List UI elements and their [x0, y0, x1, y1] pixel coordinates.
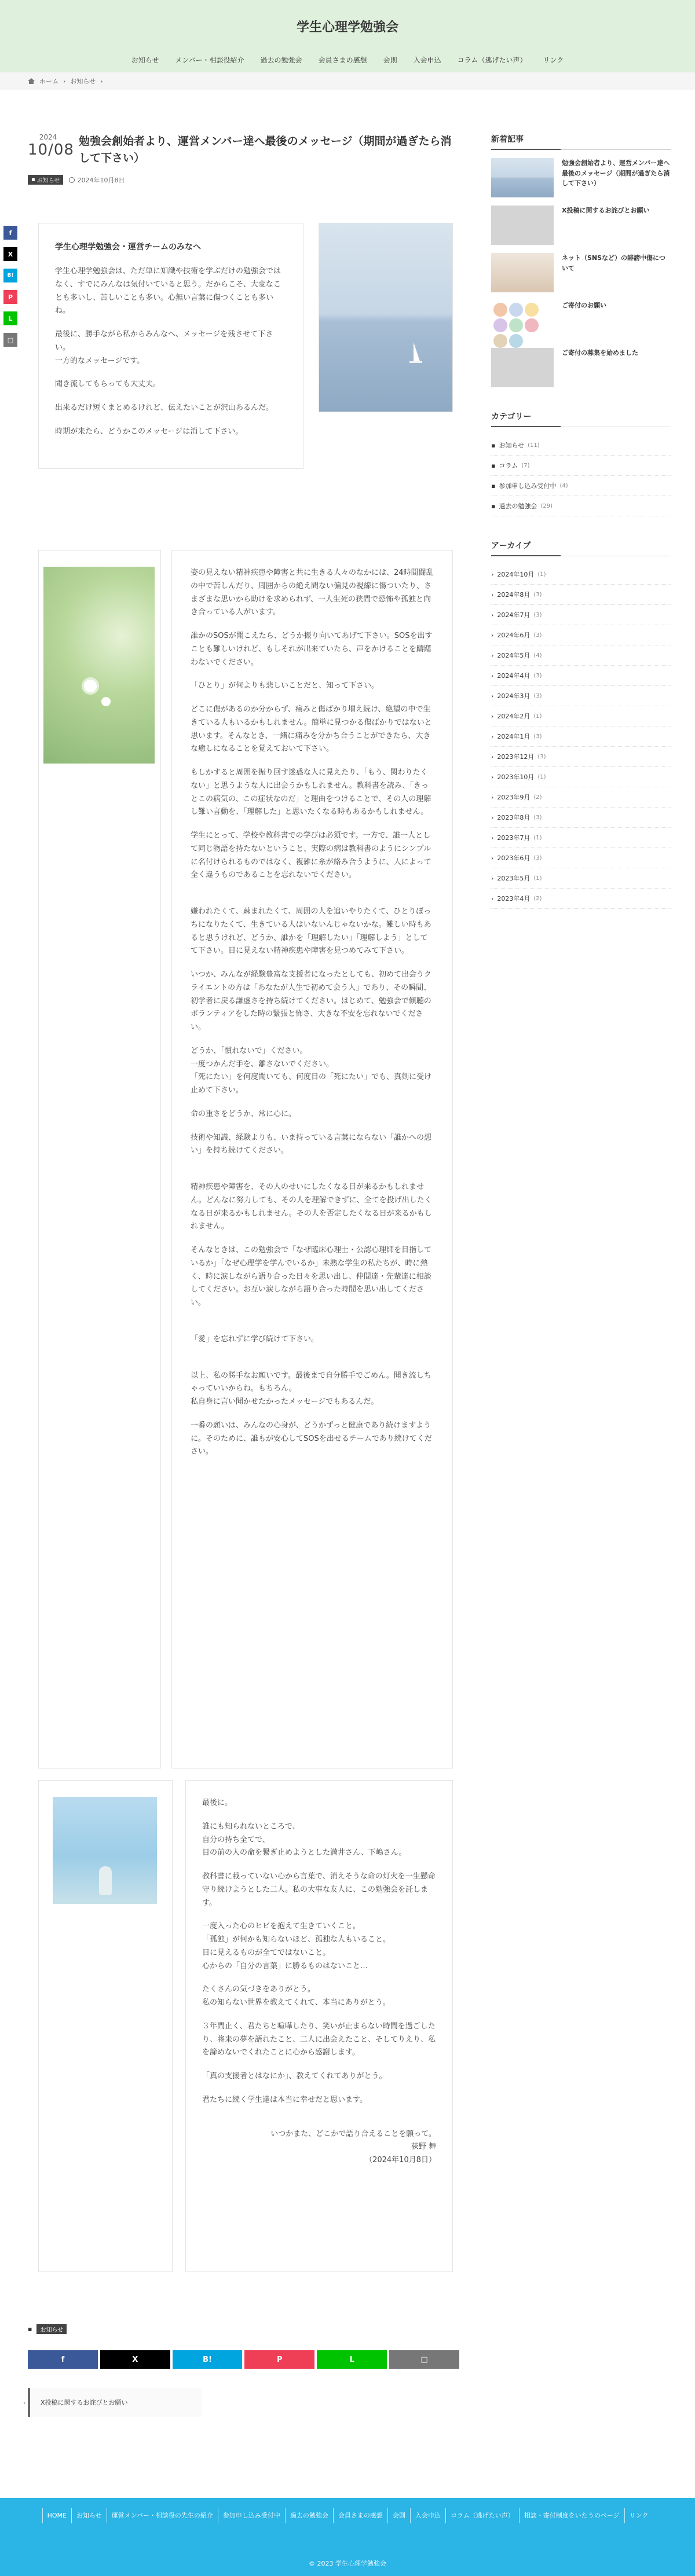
chevron-left-icon: ‹ [23, 2398, 26, 2406]
gnav-item-members[interactable]: メンバー・相談役紹介 [175, 56, 244, 64]
chevron-right-icon: › [491, 854, 494, 862]
chevron-right-icon: › [491, 813, 494, 821]
post-date: 2024年10月8日 [77, 176, 125, 184]
message-paragraph: 以上、私の勝手なお願いです。最後まで自分勝手でごめん。聞き流しちゃっていいからね。もちろん。 私自身に言い聞かせたかったメッセージでもあるんだ。 [191, 1371, 431, 1406]
news-title: ご寄付の募集を始めました [562, 349, 638, 357]
side-share-bar [3, 226, 17, 354]
archive-count: (3) [537, 753, 546, 760]
archive-label: 2023年5月 [497, 875, 531, 882]
category-label: 過去の勉強会 [499, 502, 537, 510]
category-label: お知らせ [499, 442, 525, 449]
archive-count: (2) [533, 794, 542, 801]
category-badge[interactable] [28, 175, 63, 185]
copyright: © 2023 学生心理学勉強会 [309, 2560, 386, 2567]
flower-image [43, 567, 155, 764]
sidebar-heading-category: カテゴリー [491, 410, 671, 427]
message-paragraph: 誰にも知られないところで、 自分の持ち全てで、 目の前の人の命を繋ぎ止めようとした満井さん、下嶋さん。 [202, 1822, 407, 1858]
category-item[interactable] [491, 496, 671, 516]
archive-count: (1) [533, 834, 542, 841]
footer-nav-item[interactable]: HOME [42, 2508, 71, 2523]
archive-count: (4) [533, 652, 542, 659]
archive-label: 2023年10月 [497, 773, 535, 781]
chevron-right-icon: › [491, 570, 494, 578]
chevron-right-icon: › [491, 712, 494, 720]
line-share-button[interactable]: L [3, 311, 17, 325]
daisy-icon [84, 680, 97, 692]
news-item[interactable] [491, 206, 671, 245]
signature-date: （2024年10月8日） [365, 2156, 436, 2164]
archive-label: 2023年8月 [497, 814, 531, 821]
avatar [493, 334, 507, 348]
news-item[interactable] [491, 253, 671, 292]
breadcrumb [0, 72, 695, 90]
gnav-item-past[interactable]: 過去の勉強会 [260, 56, 302, 64]
message-card-3 [185, 1780, 453, 2272]
message-paragraph: ３年間止く、君たちと喧嘩したり、笑いが止まらない時間を過ごしたり、将来の夢を語れたこと、二人に出会えたこと、そしてりえり、私を諦めないでくれたことに心から感謝します。 [202, 2021, 436, 2057]
gnav-item-voices[interactable]: 会員さまの感想 [318, 56, 367, 64]
sidebar-heading-news: 新着記事 [491, 133, 671, 150]
signature-line: いつかまた、どこかで語り合えることを願って。 [270, 2129, 436, 2138]
breadcrumb-home[interactable]: ホーム [39, 78, 58, 85]
sidebar-heading-archive: アーカイブ [491, 540, 671, 556]
archive-item[interactable] [491, 666, 671, 686]
footer-nav-item[interactable]: 運営メンバー・相談役の先生の紹介 [107, 2508, 218, 2523]
archive-label: 2024年5月 [497, 652, 531, 659]
message-paragraph: 技術や知識、経験よりも、いま持っている言葉にならない「誰かへの想い」を持ち続けてください。 [191, 1133, 432, 1155]
archive-label: 2024年4月 [497, 672, 531, 680]
avatar [509, 334, 523, 348]
archive-label: 2024年2月 [497, 713, 531, 720]
message-paragraph: 最後に。 [202, 1799, 233, 1807]
news-thumbnail [491, 348, 554, 387]
facebook-share-button[interactable]: f [28, 2350, 98, 2369]
x-share-button[interactable]: X [3, 247, 17, 261]
chevron-right-icon: › [491, 590, 494, 599]
footer-nav-item[interactable]: 会員さまの感想 [333, 2508, 387, 2523]
message-card-2 [171, 550, 453, 1768]
archive-item[interactable] [491, 868, 671, 889]
archive-item[interactable] [491, 625, 671, 645]
chevron-right-icon: › [491, 732, 494, 740]
chevron-right-icon: › [63, 77, 66, 85]
post-year: 2024 [39, 133, 57, 141]
archive-count: (3) [533, 692, 542, 699]
archive-count: (3) [533, 733, 542, 740]
archive-count: (3) [533, 591, 542, 598]
archive-count: (3) [533, 611, 542, 618]
avatar [509, 303, 523, 317]
gnav-item-column[interactable]: コラム（逃げたい声） [457, 56, 527, 64]
message-paragraph: 嫌われたくて、疎まれたくて、周囲の人を追いやりたくて、ひとりぼっちになりたくて、生きている人はいないんじゃないかな。難しい時もあると思うけれど、どうか、誰かを「理解したい」「理解しよう」としてて下さい。目に見えない精神疾患や障害を見つめてみて下さい。 [191, 907, 431, 956]
archive-item[interactable] [491, 706, 671, 726]
message-card-1 [38, 223, 303, 469]
archive-count: (3) [533, 672, 542, 679]
message-paragraph: いつか、みんなが経験豊富な支援者になったとしても、初めて出会うクライエントの方は「あなたが人生で初めて会う人」であり、その瞬間、初学者に戻る謙虚さを持ち続けてください。はじめて、勉強会で傾聴のボランティアをした時の緊張と怖さ、大きな不安を忘れないでください。 [191, 970, 432, 1032]
footer-nav-item[interactable]: 過去の勉強会 [285, 2508, 333, 2523]
pocket-share-button[interactable]: P [3, 290, 17, 304]
archive-label: 2024年7月 [497, 611, 531, 619]
person-silhouette-icon [99, 1866, 112, 1895]
facebook-share-button[interactable]: f [3, 226, 17, 240]
avatar [493, 303, 507, 317]
message-paragraph: たくさんの気づきをありがとう。 私の知らない世界を教えてくれて、本当にありがとう。 [202, 1985, 390, 2007]
chevron-right-icon: › [491, 671, 494, 680]
gnav-item-links[interactable]: リンク [543, 56, 564, 64]
news-item[interactable] [491, 158, 671, 197]
avatar [525, 318, 539, 332]
archive-item[interactable] [491, 889, 671, 909]
line-share-button[interactable]: L [317, 2350, 387, 2369]
message-paragraph: 姿の見えない精神疾患や障害と共に生きる人々のなかには、24時間闘乱の中で苦しんだり、周囲からの絶え間ない偏見の視線に傷ついたり、さまざまな思いから助けを求められず、一人生死の狭間で恐怖や孤独と向き合っている人がいます。 [191, 568, 434, 617]
gnav-item-news[interactable]: お知らせ [131, 56, 159, 64]
archive-count: (1) [533, 713, 542, 720]
category-item[interactable] [491, 476, 671, 496]
chevron-right-icon: › [491, 894, 494, 902]
sailboat-icon [319, 223, 453, 412]
category-item[interactable] [491, 435, 671, 456]
global-nav [0, 52, 695, 68]
news-thumbnail [491, 206, 554, 245]
archive-count: (1) [537, 571, 546, 578]
post-footer-category [28, 2324, 67, 2334]
category-count: (4) [559, 482, 568, 489]
sidebar [491, 133, 671, 909]
site-header [0, 0, 695, 72]
chevron-right-icon: › [491, 753, 494, 761]
bottom-share-bar [28, 2350, 459, 2369]
folder-icon: ▪ [491, 482, 496, 490]
archive-label: 2024年1月 [497, 733, 531, 740]
avatar [525, 303, 539, 317]
copy-link-button[interactable]: □ [3, 333, 17, 347]
category-badge-label: お知らせ [36, 178, 60, 184]
folder-icon: ▪ [491, 441, 496, 449]
footer-nav-item[interactable]: 相談・寄付制度をいたうのページ [519, 2508, 624, 2523]
news-thumbnail [491, 158, 554, 197]
message-paragraph: 「真の支援者とはなにか」、教えてくれてありがとう。 [202, 2072, 387, 2080]
news-thumbnail [491, 300, 554, 340]
archive-item[interactable] [491, 808, 671, 828]
footer-nav-item[interactable]: 入会申込 [410, 2508, 445, 2523]
archive-label: 2023年7月 [497, 834, 531, 842]
chevron-right-icon: › [491, 874, 494, 882]
category-badge[interactable]: お知らせ [36, 2324, 67, 2334]
folder-icon: ▪ [491, 502, 496, 510]
message-paragraph: 精神疾患や障害を、その人のせいにしたくなる日が来るかもしれません。どんなに努力しても、その人を理解できずに、全てを投げ出したくなる日が来るかもしれません。その人を否定したくなる日が来るかもしれません。 [191, 1183, 432, 1231]
message-paragraph: もしかすると周囲を振り回す迷惑な人に見えたり、「もう、関わりたくない」と思うような人に出会うかもしれません。教科書を読み、「きっとこの病気の、この症状なのだ」と理由をつけることで、その人の理解し難い言動を、「理解した」と思いたくなる時もあるかもしれません。 [191, 768, 431, 817]
archive-count: (3) [533, 814, 542, 821]
chevron-right-icon: › [491, 651, 494, 659]
message-paragraph: 命の重さをどうか、常に心に。 [191, 1109, 297, 1118]
message-paragraph: 最後に、勝手ながら私からみんなへ、メッセージを残させて下さい。 一方的なメッセージです。 [55, 330, 273, 365]
archive-label: 2024年8月 [497, 591, 531, 599]
news-item[interactable] [491, 348, 671, 387]
message-paragraph: 出来るだけ短くまとめるけれど、伝えたいことが沢山あるんだ。 [55, 403, 274, 412]
archive-item[interactable] [491, 747, 671, 767]
category-count: (29) [540, 502, 553, 509]
archive-item[interactable] [491, 767, 671, 787]
archive-item[interactable] [491, 686, 671, 706]
prev-post-link[interactable] [23, 2388, 202, 2417]
category-count: (7) [521, 462, 530, 469]
message-paragraph: 学生にとって、学校や教科書での学びは必須です。一方で、誰一人として同じ物語を持たないということ、実際の病は教科書のようにシンプルに名付けられるものではなく、複雑に糸が絡み合うように、人によって全く違うものであることを忘れないでください。 [191, 831, 431, 880]
category-label: コラム [499, 462, 518, 469]
signature-name: 荻野 舞 [411, 2142, 436, 2152]
archive-count: (2) [533, 895, 542, 902]
message-paragraph: そんなときは、この勉強会で「なぜ臨床心理士・公認心理師を目指しているか」「なぜ心理学を学んでいるか」未熟な学生の私たちが、時に熱く、時に涙しながら語り合った日々を思い出し、仲間達・先輩達に相談してください。お互い涙しながら語り合った時間を思い出してください。 [191, 1246, 432, 1307]
message-paragraph: 「ひとり」が何よりも悲しいことだと、知って下さい。 [191, 681, 379, 691]
message-paragraph: どこに傷があるのか分からず、痛みと傷ばかり増え続け、絶望の中で生きている人もいるかもしれません。簡単に見つかる傷ばかりではないと思います。そんなとき、一緒に痛みを分かち合うことができたら、大きな癒しになることを覚えておいて下さい。 [191, 705, 432, 754]
archive-label: 2024年6月 [497, 632, 531, 639]
daisy-icon [101, 697, 111, 706]
archive-item[interactable] [491, 848, 671, 868]
pocket-share-button[interactable]: P [244, 2350, 314, 2369]
folder-icon: ▪ [28, 2325, 32, 2333]
archive-label: 2023年12月 [497, 753, 535, 761]
message-paragraph: 一度入った心のヒビを抱えて生きていくこと。 「孤独」が何かも知らないほど、孤独な人もいること。 目に見えるものが全てではないこと。 心からの「自分の言葉」に勝るものはないこと… [202, 1922, 391, 1970]
sky-person-image [53, 1797, 157, 1904]
sky-image-card [38, 1780, 173, 2272]
archive-item[interactable] [491, 605, 671, 625]
archive-count: (3) [533, 632, 542, 639]
message-paragraph: 学生心理学勉強会は、ただ単に知識や技術を学ぶだけの勉強会ではなく、すでにみんなは気付いていると思う。だからこそ、大変なことも多いし、苦しいことも多い。心無い言葉に傷つくことも多いね。 [55, 267, 281, 315]
archive-item[interactable] [491, 787, 671, 808]
signature-block [202, 2128, 436, 2167]
archive-count: (1) [533, 875, 542, 882]
chevron-right-icon: › [491, 611, 494, 619]
clock-icon [69, 177, 75, 183]
message-paragraph: 聞き流してもらっても大丈夫。 [55, 380, 161, 389]
message-heading: 学生心理学勉強会・運営チームのみなへ [55, 243, 201, 252]
category-item[interactable] [491, 456, 671, 476]
site-footer [0, 2498, 695, 2576]
prev-post-title: X投稿に関するお詫びとお願い [41, 2399, 128, 2406]
post-title: 勉強会創始者より、運営メンバー達へ最後のメッセージ（期間が過ぎたら消して下さい） [79, 135, 452, 164]
footer-nav-item[interactable]: コラム（逃げたい声） [445, 2508, 519, 2523]
chevron-right-icon: › [100, 77, 103, 85]
footer-nav [41, 2508, 654, 2523]
news-title: 勉強会創始者より、運営メンバー達へ最後のメッセージ（期間が過ぎたら消して下さい） [562, 159, 670, 188]
message-paragraph: 「愛」を忘れずに学び続けて下さい。 [191, 1334, 319, 1344]
archive-label: 2023年4月 [497, 895, 531, 902]
message-paragraph: 誰かのSOSが聞こえたら、どうか振り向いてあげて下さい。SOSを出すことも難しいけれど、もしそれが出来ていたら、声をかけることを躊躇わないでください。 [191, 632, 433, 667]
news-title: X投稿に関するお詫びとお願い [562, 207, 650, 214]
hatena-share-button[interactable]: B! [173, 2350, 243, 2369]
chevron-right-icon: › [491, 793, 494, 801]
footer-nav-item[interactable]: お知らせ [71, 2508, 107, 2523]
archive-count: (1) [537, 773, 546, 780]
archive-label: 2024年10月 [497, 571, 535, 578]
post-month-day: 10/08 [28, 141, 74, 159]
message-paragraph: 一番の願いは、みんなの心身が、どうかずっと健康であり続けますように。そのために、誰もが安心してSOSを出せるチームであり続けてください。 [191, 1421, 432, 1456]
hatena-share-button[interactable]: B! [3, 269, 17, 282]
category-label: 参加申し込み受付中 [499, 482, 557, 490]
post-meta [28, 175, 125, 185]
folder-icon: ▪ [31, 177, 35, 183]
site-title[interactable]: 学生心理学勉強会 [296, 20, 398, 35]
avatar [509, 318, 523, 332]
chevron-right-icon: › [491, 692, 494, 700]
message-paragraph: 君たちに続く学生達は本当に幸せだと思います。 [202, 2095, 367, 2104]
archive-label: 2023年9月 [497, 794, 531, 801]
message-paragraph: どうか、「慣れないで」ください。 一度つかんだ手を、離さないでください。 「死にたい」を何度聞いても、何度目の「死にたい」でも、真剣に受け止めて下さい。 [191, 1046, 432, 1095]
copy-link-button[interactable]: □ [389, 2350, 459, 2369]
archive-item[interactable] [491, 645, 671, 666]
archive-item[interactable] [491, 564, 671, 585]
archive-count: (3) [533, 854, 542, 861]
sea-sailboat-image [319, 223, 453, 412]
archive-item[interactable] [491, 828, 671, 848]
flower-image-card [38, 550, 161, 1768]
gnav-item-rules[interactable]: 会則 [383, 56, 397, 64]
news-title: ご寄付のお願い [562, 302, 606, 309]
archive-item[interactable] [491, 726, 671, 747]
news-item[interactable] [491, 300, 671, 340]
footer-nav-item[interactable]: 参加申し込み受付中 [218, 2508, 285, 2523]
x-share-button[interactable]: X [100, 2350, 170, 2369]
post-date-box [28, 133, 74, 159]
folder-icon: ▪ [491, 461, 496, 469]
archive-list [491, 564, 671, 909]
footer-nav-item[interactable]: 会則 [387, 2508, 410, 2523]
chevron-right-icon: › [491, 834, 494, 842]
archive-item[interactable] [491, 585, 671, 605]
gnav-item-join[interactable]: 入会申込 [413, 56, 441, 64]
footer-nav-item[interactable]: リンク [624, 2508, 653, 2523]
news-title: ネット（SNSなど）の誹謗中傷について [562, 254, 665, 272]
home-icon [28, 78, 35, 84]
chevron-right-icon: › [491, 773, 494, 781]
category-count: (11) [528, 442, 540, 449]
news-thumbnail [491, 253, 554, 292]
avatar [493, 318, 507, 332]
message-paragraph: 時期が来たら、どうかこのメッセージは消して下さい。 [55, 427, 243, 436]
archive-label: 2024年3月 [497, 692, 531, 700]
archive-label: 2023年6月 [497, 854, 531, 862]
chevron-right-icon: › [491, 631, 494, 639]
breadcrumb-category[interactable]: お知らせ [70, 78, 96, 85]
message-paragraph: 教科書に載っていない心から言葉で、消えそうな命の灯火を一生懸命守り続けようとした二人。私の大事な友人に、この勉強会を託します。 [202, 1872, 436, 1907]
